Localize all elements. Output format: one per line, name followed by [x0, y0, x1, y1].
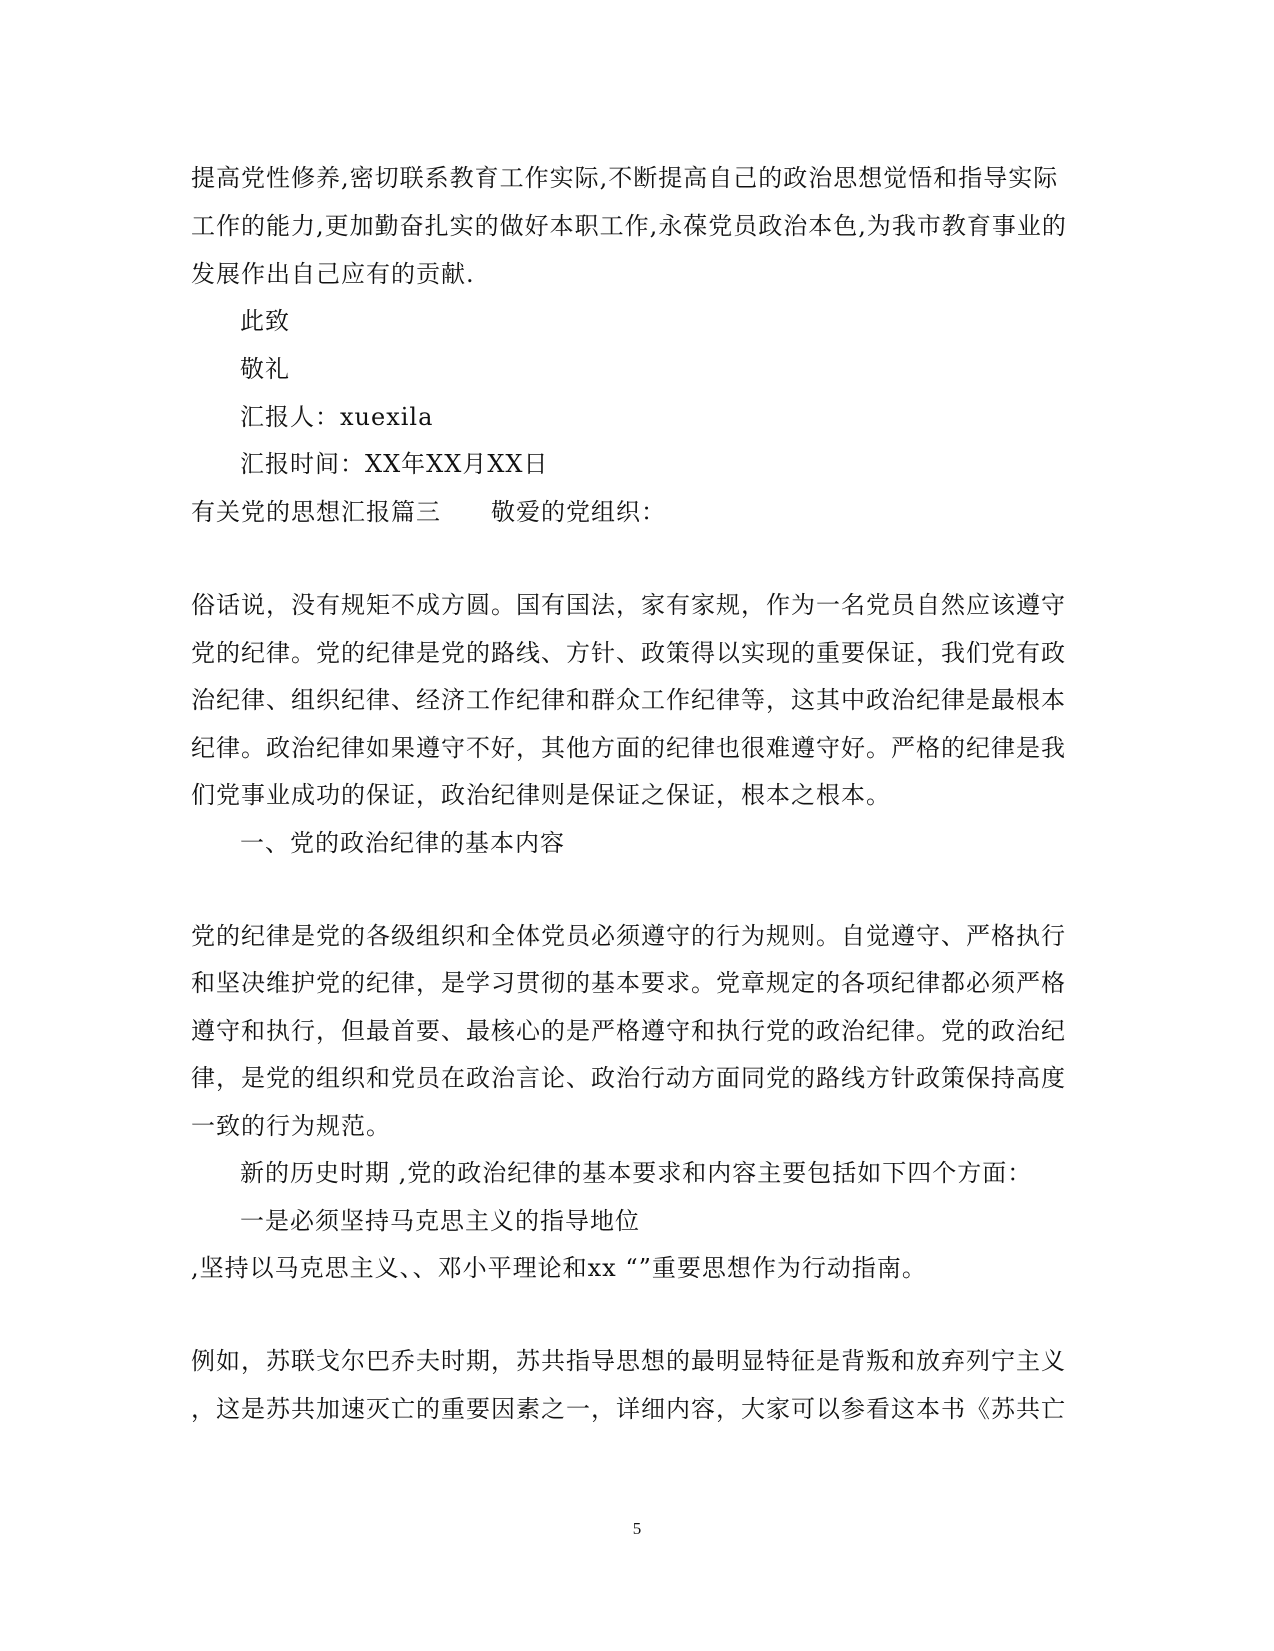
paragraph-line: 遵守和执行，但最首要、最核心的是严格遵守和执行党的政治纪律。党的政治纪	[191, 1017, 1066, 1045]
paragraph-line: 一致的行为规范。	[191, 1112, 391, 1140]
paragraph-line: 们党事业成功的保证，政治纪律则是保证之保证，根本之根本。	[191, 781, 891, 809]
paragraph-line: 新的历史时期 ,党的政治纪律的基本要求和内容主要包括如下四个方面：	[240, 1159, 1033, 1187]
paragraph-line: 党的纪律。党的纪律是党的路线、方针、政策得以实现的重要保证，我们党有政	[191, 639, 1066, 667]
paragraph-line: 党的纪律是党的各级组织和全体党员必须遵守的行为规则。自觉遵守、严格执行	[191, 922, 1066, 950]
paragraph-line: 俗话说，没有规矩不成方圆。国有国法，家有家规，作为一名党员自然应该遵守	[191, 591, 1066, 619]
paragraph-line: 纪律。政治纪律如果遵守不好，其他方面的纪律也很难遵守好。严格的纪律是我	[191, 734, 1066, 762]
paragraph-line: 律，是党的组织和党员在政治言论、政治行动方面同党的路线方针政策保持高度	[191, 1064, 1066, 1092]
paragraph-line: ，这是苏共加速灭亡的重要因素之一，详细内容，大家可以参看这本书《苏共亡	[191, 1395, 1066, 1423]
paragraph-line: 治纪律、组织纪律、经济工作纪律和群众工作纪律等，这其中政治纪律是最根本	[191, 686, 1066, 714]
paragraph-line: 和坚决维护党的纪律，是学习贯彻的基本要求。党章规定的各项纪律都必须严格	[191, 969, 1066, 997]
paragraph-line: ,坚持以马克思主义、、邓小平理论和xx “”重要思想作为行动指南。	[191, 1254, 927, 1282]
paragraph-line: 提高党性修养,密切联系教育工作实际,不断提高自己的政治思想觉悟和指导实际	[191, 164, 1059, 192]
page-number: 5	[632, 1519, 642, 1538]
paragraph-line: 发展作出自己应有的贡献.	[191, 260, 475, 288]
report-date-line: 汇报时间：XX年XX月XX日	[240, 450, 549, 478]
closing-regards: 敬礼	[240, 355, 290, 383]
subsection-heading: 一、党的政治纪律的基本内容	[240, 829, 565, 857]
paragraph-line: 一是必须坚持马克思主义的指导地位	[240, 1207, 640, 1235]
closing-salutation: 此致	[240, 307, 290, 335]
paragraph-line: 例如，苏联戈尔巴乔夫时期，苏共指导思想的最明显特征是背叛和放弃列宁主义	[191, 1347, 1066, 1375]
section-heading: 有关党的思想汇报篇三 敬爱的党组织：	[191, 498, 666, 526]
reporter-line: 汇报人：xuexila	[240, 403, 434, 431]
paragraph-line: 工作的能力,更加勤奋扎实的做好本职工作,永葆党员政治本色,为我市教育事业的	[191, 212, 1067, 240]
